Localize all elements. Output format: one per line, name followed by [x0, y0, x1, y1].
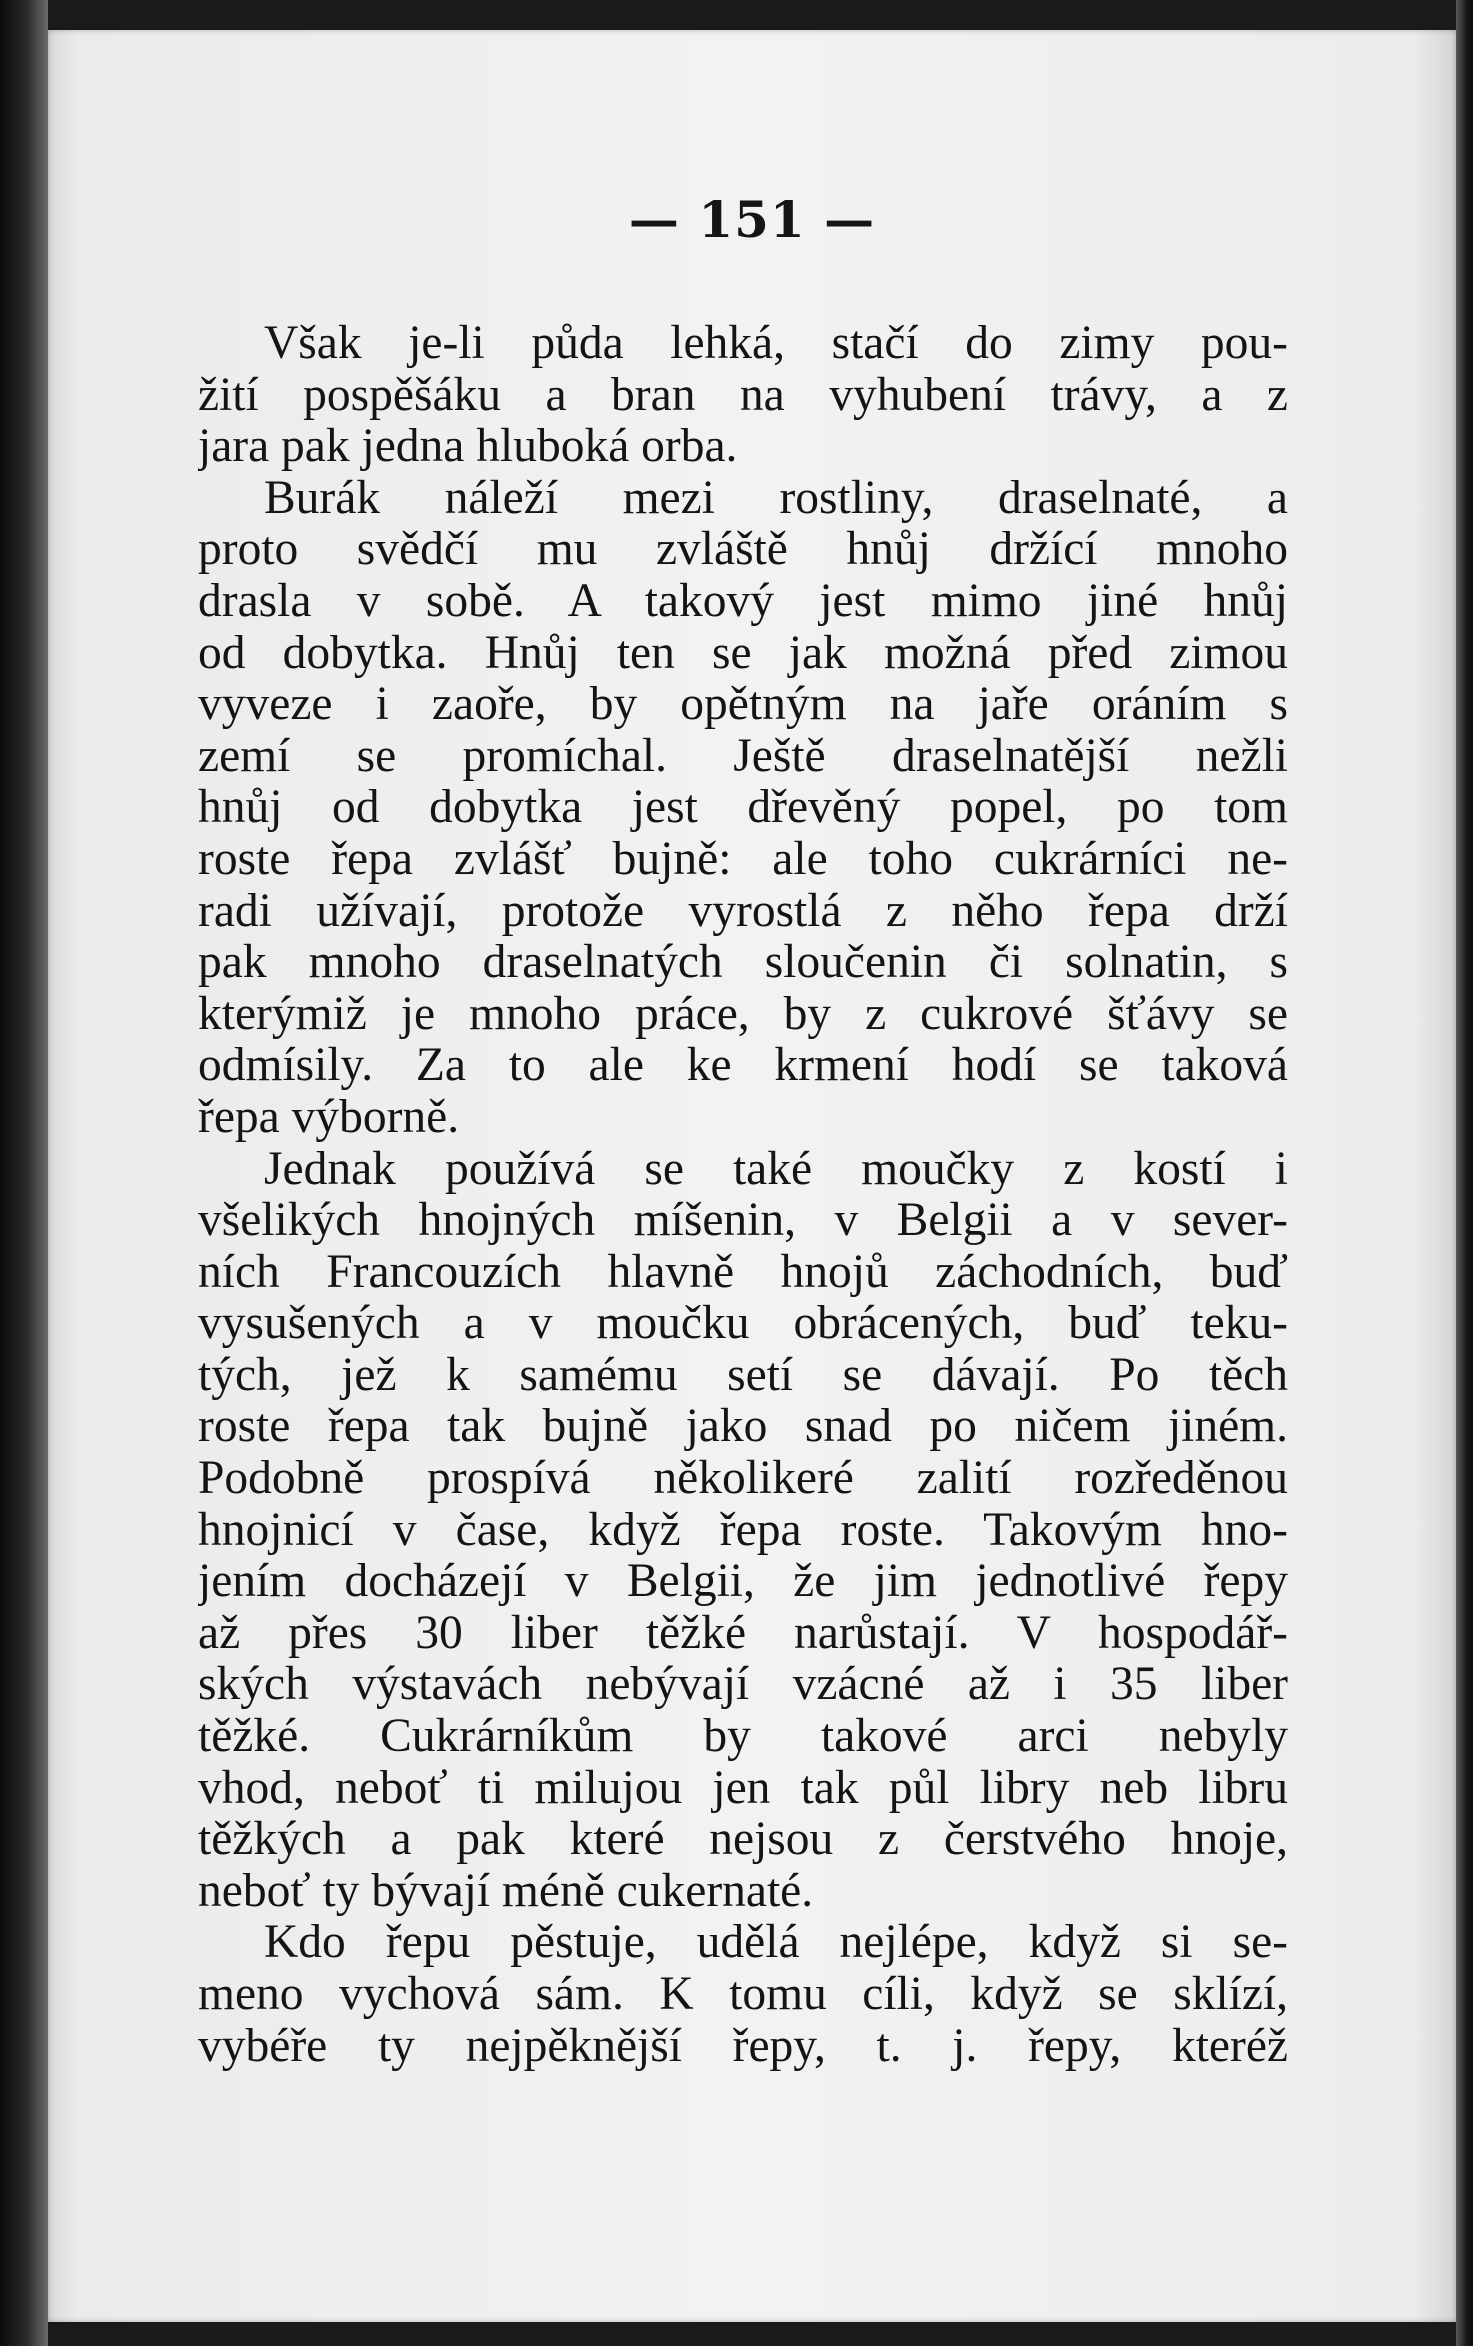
- text-line: od dobytka. Hnůj ten se jak možná před zimou: [198, 627, 1288, 679]
- text-line: zemí se promíchal. Ještě draselnatější nežli: [198, 730, 1288, 782]
- text-line: roste řepa zvlášť bujně: ale toho cukrárníci ne-: [198, 833, 1288, 885]
- text-line: vybéře ty nejpěknější řepy, t. j. řepy, kteréž: [198, 2020, 1288, 2072]
- text-line: hnůj od dobytka jest dřevěný popel, po tom: [198, 782, 1288, 834]
- text-line: řepa výborně.: [198, 1091, 460, 1143]
- text-line: vysušených a v moučku obrácených, buď teku-: [198, 1298, 1288, 1350]
- text-line: ních Francouzích hlavně hnojů záchodních, buď: [198, 1246, 1288, 1298]
- left-book-edge: [0, 0, 48, 2346]
- text-line: těžké. Cukrárníkům by takové arci nebyly: [198, 1711, 1288, 1763]
- text-line: jara pak jedna hluboká orba.: [198, 421, 738, 473]
- text-line: tých, jež k samému setí se dávají. Po těch: [198, 1349, 1288, 1401]
- text-line: meno vychová sám. K tomu cíli, když se sklízí,: [198, 1969, 1288, 2020]
- text-line: pak mnoho draselnatých sloučenin či solnatin, s: [198, 937, 1288, 989]
- text-line: drasla v sobě. A takový jest mimo jiné hnůj: [198, 575, 1288, 627]
- text-line: vhod, neboť ti milujou jen tak půl libry neb libru: [198, 1762, 1288, 1814]
- text-line: až přes 30 liber těžké narůstají. V hospodář-: [198, 1607, 1288, 1659]
- text-line: žití pospěšáku a bran na vyhubení trávy, a z: [198, 369, 1288, 421]
- book-page: [48, 30, 1456, 2322]
- text-line: Burák náleží mezi rostliny, draselnaté, a: [264, 472, 1288, 524]
- text-line: všelikých hnojných míšenin, v Belgii a v sever-: [198, 1195, 1288, 1247]
- text-line: těžkých a pak které nejsou z čerstvého hnoje,: [198, 1814, 1288, 1866]
- text-line: Podobně prospívá několikeré zalití rozředěnou: [198, 1453, 1288, 1505]
- text-line: radi užívají, protože vyrostlá z něho řepa drží: [198, 885, 1288, 937]
- text-line: Kdo řepu pěstuje, udělá nejlépe, když si se-: [264, 1917, 1288, 1969]
- text-line: Jednak používá se také moučky z kostí i: [264, 1143, 1288, 1195]
- page-number: — 151 —: [628, 190, 876, 249]
- text-line: Však je-li půda lehká, stačí do zimy pou-: [264, 318, 1288, 369]
- text-line: neboť ty bývají méně cukernaté.: [198, 1865, 814, 1917]
- text-line: jením docházejí v Belgii, že jim jednotlivé řepy: [198, 1556, 1288, 1608]
- body-text: [198, 318, 1288, 2072]
- right-book-edge: [1456, 0, 1473, 2346]
- text-line: ských výstavách nebývají vzácné až i 35 liber: [198, 1659, 1288, 1711]
- text-line: roste řepa tak bujně jako snad po ničem jiném.: [198, 1401, 1288, 1453]
- text-line: kterýmiž je mnoho práce, by z cukrové šťávy se: [198, 988, 1288, 1040]
- text-line: proto svědčí mu zvláště hnůj držící mnoho: [198, 524, 1288, 576]
- text-line: odmísily. Za to ale ke krmení hodí se taková: [198, 1040, 1288, 1092]
- text-line: vyveze i zaoře, by opětným na jaře oráním s: [198, 679, 1288, 731]
- text-line: hnojnicí v čase, když řepa roste. Takovým hno-: [198, 1504, 1288, 1556]
